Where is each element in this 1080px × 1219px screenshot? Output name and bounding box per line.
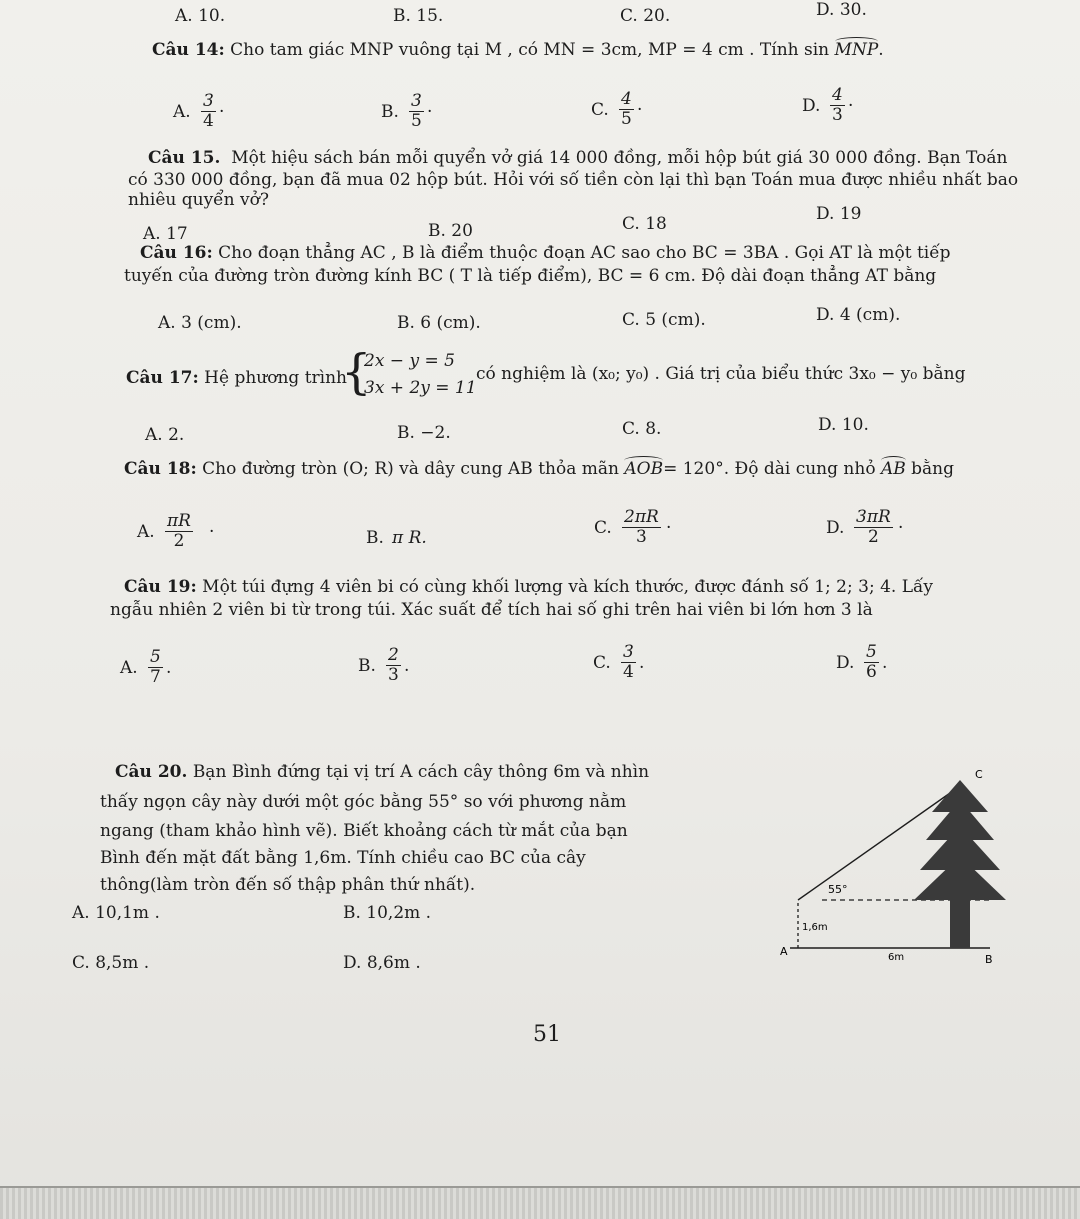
fraction-numerator: 3	[623, 642, 634, 662]
q18-option-d-letter: D.	[826, 518, 845, 538]
fraction-numerator: 5	[150, 647, 161, 667]
fraction-denominator: 4	[203, 111, 214, 131]
q14-text: Cho tam giác MNP vuông tại M , có MN = 3cm, MP = 4 cm . Tính sin	[230, 40, 830, 60]
fraction-numerator: 3πR	[856, 507, 891, 527]
q18-option-c-fraction	[622, 508, 661, 547]
q19-option-c-fraction	[621, 643, 636, 682]
label-a: A	[780, 945, 788, 958]
q20-option-a: A. 10,1m .	[72, 903, 160, 923]
q20-figure	[760, 760, 1060, 980]
q15-option-c: C. 18	[622, 214, 667, 234]
q15-option-d: D. 19	[816, 204, 862, 224]
fraction-denominator: 5	[411, 111, 422, 131]
q18-label: Câu 18:	[124, 459, 197, 479]
fraction-numerator: 2	[388, 645, 399, 665]
fraction-denominator: 5	[621, 109, 632, 129]
q16-line1	[140, 243, 951, 263]
fraction-denominator: 3	[832, 105, 843, 125]
q20-text1: Bạn Bình đứng tại vị trí A cách cây thông 6m và nhìn	[192, 762, 650, 782]
q16-option-d: D. 4 (cm).	[816, 305, 901, 325]
q18-option-b-letter: B.	[366, 528, 384, 548]
q18-angle: AOB	[624, 459, 663, 479]
q18-stem	[124, 459, 954, 479]
q15-option-a: A. 17	[143, 224, 188, 244]
label-height: 1,6m	[802, 922, 828, 933]
q18-option-c-letter: C.	[594, 518, 612, 538]
q20-line2: thấy ngọn cây này dưới một góc bằng 55° so với phương nằm	[100, 792, 627, 812]
prev-option-c: C. 20.	[620, 6, 671, 26]
q16-line2: tuyến của đường tròn đường kính BC ( T là tiếp điểm), BC = 6 cm. Độ dài đoạn thẳng AT bằng	[124, 266, 937, 286]
q19-option-d-fraction	[864, 643, 879, 682]
q17-option-b: B. −2.	[397, 423, 451, 443]
label-distance: 6m	[888, 952, 905, 963]
q20-line4: Bình đến mặt đất bằng 1,6m. Tính chiều cao BC của cây	[100, 848, 586, 868]
prev-option-d: D. 30.	[816, 0, 867, 20]
q14-option-b-fraction	[409, 92, 424, 131]
q18-text1: Cho đường tròn (O; R) và dây cung AB thỏa mãn	[202, 459, 619, 479]
fraction-denominator: 6	[866, 662, 877, 682]
q18-option-b-value: π R.	[392, 528, 427, 548]
q19-line2: ngẫu nhiên 2 viên bi từ trong túi. Xác suất để tích hai số ghi trên hai viên bi lớn hơn 3 là	[110, 600, 873, 620]
q18-option-d-fraction	[854, 508, 893, 547]
q14-option-d-letter: D.	[802, 96, 821, 116]
q18-option-d-tail: ·	[898, 518, 904, 538]
q19-option-c-letter: C.	[593, 653, 611, 673]
q19-option-d-tail: .	[882, 653, 888, 673]
prev-option-b: B. 15.	[393, 6, 444, 26]
fraction-denominator: 2	[173, 531, 185, 551]
q16-option-c: C. 5 (cm).	[622, 310, 706, 330]
label-b: B	[985, 953, 993, 966]
q17-eq2: 3x + 2y = 11	[364, 378, 477, 398]
q20-option-c: C. 8,5m .	[72, 953, 150, 973]
q16-label: Câu 16:	[140, 243, 213, 263]
q16-option-a: A. 3 (cm).	[158, 313, 242, 333]
q20-option-d: D. 8,6m .	[343, 953, 421, 973]
page-bottom-band	[0, 1188, 1080, 1219]
q17-option-d: D. 10.	[818, 415, 869, 435]
system-brace-icon: {	[341, 344, 372, 400]
q14-option-c-fraction	[619, 90, 634, 129]
q19-option-b-letter: B.	[358, 656, 376, 676]
fraction-denominator: 3	[388, 665, 399, 685]
q18-arc: AB	[881, 459, 906, 479]
fraction-denominator: 2	[867, 527, 879, 547]
q14-option-a-fraction	[201, 92, 216, 131]
q15-line3: nhiêu quyển vở?	[128, 190, 269, 210]
q19-option-a-fraction	[148, 648, 163, 687]
page-number: 51	[533, 1022, 561, 1047]
q14-option-b-tail: ·	[427, 102, 433, 122]
q15-option-b: B. 20	[428, 221, 473, 241]
angle-hat-icon	[624, 456, 663, 465]
q19-line1	[124, 577, 933, 597]
q20-line1	[115, 762, 649, 782]
q15-line2: có 330 000 đồng, bạn đã mua 02 hộp bút. Hỏi với số tiền còn lại thì bạn Toán mua được nhiều nhất bao	[128, 170, 1019, 190]
fraction-numerator: 2πR	[624, 507, 659, 527]
q18-text2: = 120°. Độ dài cung nhỏ	[663, 459, 876, 479]
fraction-denominator: 3	[635, 527, 647, 547]
q19-option-c-tail: .	[639, 653, 645, 673]
q15-label: Câu 15.	[148, 148, 221, 168]
fraction-numerator: 3	[203, 91, 214, 111]
q16-option-b: B. 6 (cm).	[397, 313, 481, 333]
q18-option-a-letter: A.	[137, 522, 155, 542]
fraction-denominator: 7	[150, 667, 161, 687]
q19-option-b-fraction	[386, 646, 401, 685]
q14-option-a-tail: ·	[219, 102, 225, 122]
q14-stem	[152, 40, 884, 60]
q14-option-c-tail: ·	[637, 100, 643, 120]
q14-option-a-letter: A.	[173, 102, 191, 122]
angle-hat-icon	[835, 37, 879, 46]
q19-option-a-tail: .	[166, 658, 172, 678]
fraction-numerator: 5	[866, 642, 877, 662]
label-c: C	[975, 768, 983, 781]
q19-option-d-letter: D.	[836, 653, 855, 673]
q20-line3: ngang (tham khảo hình vẽ). Biết khoảng cách từ mắt của bạn	[100, 821, 628, 841]
q15-text1: Một hiệu sách bán mỗi quyển vở giá 14 000 đồng, mỗi hộp bút giá 30 000 đồng. Bạn Toán	[231, 148, 1008, 168]
q18-option-c-tail: ·	[666, 518, 672, 538]
q20-label: Câu 20.	[115, 762, 188, 782]
fraction-numerator: 4	[621, 89, 632, 109]
q19-option-a-letter: A.	[120, 658, 138, 678]
q17-eq1: 2x − y = 5	[364, 351, 455, 371]
q18-option-a-tail: ·	[209, 522, 215, 542]
q14-option-c-letter: C.	[591, 100, 609, 120]
q17-option-a: A. 2.	[145, 425, 185, 445]
q15-line1	[148, 148, 1007, 168]
arc-hat-icon	[881, 456, 906, 465]
q14-option-d-fraction	[830, 86, 845, 125]
q20-line5: thông(làm tròn đến số thập phân thứ nhất).	[100, 875, 476, 895]
fraction-denominator: 4	[623, 662, 634, 682]
fraction-numerator: πR	[167, 511, 191, 531]
q17-lead-text: Hệ phương trình	[204, 368, 348, 388]
q20-option-b: B. 10,2m .	[343, 903, 432, 923]
q14-end: .	[878, 40, 884, 60]
q19-label: Câu 19:	[124, 577, 197, 597]
q19-option-b-tail: .	[404, 656, 410, 676]
prev-option-a: A. 10.	[175, 6, 226, 26]
q18-text3: bằng	[911, 459, 955, 479]
q17-option-c: C. 8.	[622, 419, 662, 439]
q17-lead	[126, 368, 347, 388]
fraction-numerator: 4	[832, 85, 843, 105]
q14-angle: MNP	[835, 40, 879, 60]
q19-text1: Một túi đựng 4 viên bi có cùng khối lượng và kích thước, được đánh số 1; 2; 3; 4. Lấy	[202, 577, 934, 597]
q17-tail: có nghiệm là (x₀; y₀) . Giá trị của biểu thức 3x₀ − y₀ bằng	[476, 364, 966, 384]
q14-label: Câu 14:	[152, 40, 225, 60]
q16-text1: Cho đoạn thẳng AC , B là điểm thuộc đoạn AC sao cho BC = 3BA . Gọi AT là một tiếp	[218, 243, 951, 263]
q14-option-d-tail: ·	[848, 96, 854, 116]
label-angle: 55°	[828, 883, 848, 896]
q17-label: Câu 17:	[126, 368, 199, 388]
q14-option-b-letter: B.	[381, 102, 399, 122]
q18-option-a-fraction	[165, 512, 193, 551]
pine-tree-icon	[914, 780, 1006, 948]
fraction-numerator: 3	[411, 91, 422, 111]
